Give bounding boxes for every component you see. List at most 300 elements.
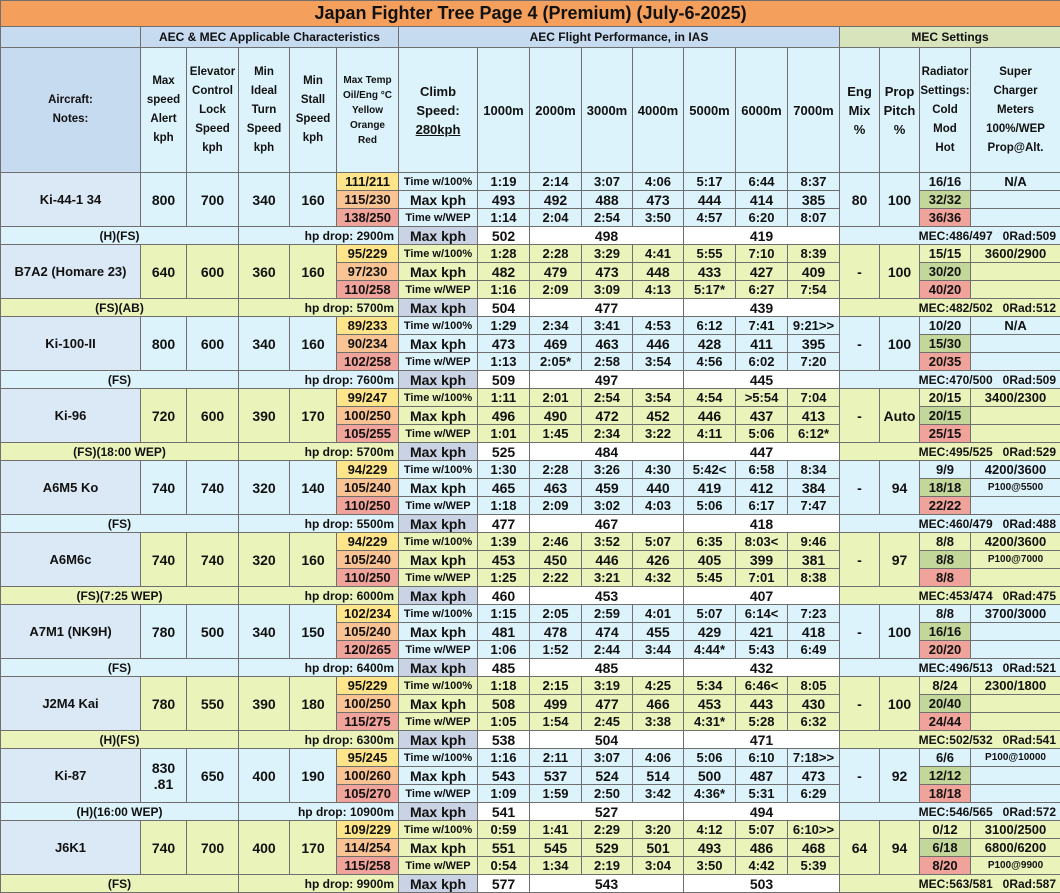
wep-kph: 460 — [478, 587, 530, 605]
aircraft-notes: (FS) — [1, 515, 239, 533]
perf-cell: 453 — [478, 551, 530, 569]
max-temp: 110/250 — [337, 497, 399, 515]
perf-cell: 413 — [788, 407, 840, 425]
perf-cell: 1:52 — [530, 641, 582, 659]
perf-cell: 4:57 — [684, 209, 736, 227]
max-speed: 740 — [141, 461, 187, 515]
row-label: Max kph — [399, 515, 478, 533]
stall-speed: 160 — [290, 173, 337, 227]
max-speed: 740 — [141, 821, 187, 875]
header-alt: 3000m — [582, 48, 633, 173]
eng-mix: - — [840, 245, 880, 299]
perf-cell: 2:05* — [530, 353, 582, 371]
perf-cell: 4:44* — [684, 641, 736, 659]
row-label: Time w/WEP — [399, 857, 478, 875]
wep-kph: 419 — [684, 227, 840, 245]
header-stall: Min Stall Speed kph — [290, 48, 337, 173]
row-label: Time w/100% — [399, 677, 478, 695]
max-temp: 100/250 — [337, 407, 399, 425]
perf-cell: 1:18 — [478, 677, 530, 695]
perf-cell: 1:29 — [478, 317, 530, 335]
max-temp: 102/258 — [337, 353, 399, 371]
eng-mix: - — [840, 317, 880, 371]
perf-cell: 3:29 — [582, 245, 633, 263]
row-label: Max kph — [399, 875, 478, 893]
radiator-setting: 36/36 — [920, 209, 971, 227]
group-mec: MEC Settings — [840, 27, 1060, 48]
elevator-speed: 600 — [187, 317, 239, 371]
turn-speed: 400 — [239, 821, 290, 875]
radiator-setting: 20/20 — [920, 641, 971, 659]
max-temp: 138/250 — [337, 209, 399, 227]
elevator-speed: 650 — [187, 749, 239, 803]
perf-cell: 2:09 — [530, 281, 582, 299]
row-label: Time w/WEP — [399, 497, 478, 515]
aircraft-name: A7M1 (NK9H) — [1, 605, 141, 659]
perf-cell: 6:02 — [736, 353, 788, 371]
perf-cell: 3:07 — [582, 749, 633, 767]
hp-drop: hp drop: 9900m — [239, 875, 399, 893]
perf-cell: 469 — [530, 335, 582, 353]
radiator-setting: 8/8 — [920, 605, 971, 623]
stall-speed: 160 — [290, 533, 337, 587]
perf-cell: 2:44 — [582, 641, 633, 659]
perf-cell: 437 — [736, 407, 788, 425]
perf-cell: 7:01 — [736, 569, 788, 587]
supercharger-setting — [971, 767, 1060, 785]
radiator-setting: 18/18 — [920, 785, 971, 803]
perf-cell: 5:17* — [684, 281, 736, 299]
wep-kph: 504 — [530, 731, 684, 749]
row-label: Time w/100% — [399, 533, 478, 551]
hp-drop: hp drop: 5700m — [239, 443, 399, 461]
row-label: Time w/100% — [399, 245, 478, 263]
header-supercharger: Super Charger Meters 100%/WEP Prop@Alt. — [971, 48, 1060, 173]
perf-cell: 7:20 — [788, 353, 840, 371]
perf-cell: 3:09 — [582, 281, 633, 299]
mec-summary — [840, 875, 1060, 893]
radiator-setting: 20/15 — [920, 389, 971, 407]
header-climb-label: Climb Speed: — [416, 84, 459, 118]
row-label: Max kph — [399, 839, 478, 857]
orad-value: 0Rad:521 — [1003, 661, 1056, 675]
row-label: Max kph — [399, 227, 478, 245]
aircraft-name: A6M5 Ko — [1, 461, 141, 515]
perf-cell: 6:10>> — [788, 821, 840, 839]
perf-cell: 481 — [478, 623, 530, 641]
perf-cell: 473 — [582, 263, 633, 281]
max-speed: 640 — [141, 245, 187, 299]
row-label: Time w/100% — [399, 605, 478, 623]
max-temp: 115/230 — [337, 191, 399, 209]
aircraft-name: Ki-100-II — [1, 317, 141, 371]
stall-speed: 180 — [290, 677, 337, 731]
supercharger-setting — [971, 407, 1060, 425]
perf-cell: 8:37 — [788, 173, 840, 191]
aircraft-name: B7A2 (Homare 23) — [1, 245, 141, 299]
perf-cell: 543 — [478, 767, 530, 785]
perf-cell: 493 — [684, 839, 736, 857]
supercharger-setting: P100@10000 — [971, 749, 1060, 767]
header-alt: 7000m — [788, 48, 840, 173]
mec-summary — [840, 515, 1060, 533]
supercharger-setting — [971, 641, 1060, 659]
eng-mix: 64 — [840, 821, 880, 875]
row-label: Max kph — [399, 695, 478, 713]
radiator-setting: 18/18 — [920, 479, 971, 497]
perf-cell: 6:12* — [788, 425, 840, 443]
perf-cell: 4:36* — [684, 785, 736, 803]
radiator-setting: 9/9 — [920, 461, 971, 479]
supercharger-setting: P100@7000 — [971, 551, 1060, 569]
perf-cell: 450 — [530, 551, 582, 569]
header-prop: Prop Pitch % — [880, 48, 920, 173]
perf-cell: 496 — [478, 407, 530, 425]
wep-kph: 432 — [684, 659, 840, 677]
perf-cell: 1:16 — [478, 281, 530, 299]
max-temp: 100/260 — [337, 767, 399, 785]
wep-kph: 497 — [530, 371, 684, 389]
wep-kph: 418 — [684, 515, 840, 533]
perf-cell: 6:32 — [788, 713, 840, 731]
supercharger-setting: 3700/3000 — [971, 605, 1060, 623]
prop-pitch: 100 — [880, 677, 920, 731]
perf-cell: 4:32 — [633, 569, 684, 587]
perf-cell: 537 — [530, 767, 582, 785]
supercharger-setting: N/A — [971, 317, 1060, 335]
perf-cell: 5:06 — [684, 497, 736, 515]
row-label: Time w/WEP — [399, 209, 478, 227]
perf-cell: 479 — [530, 263, 582, 281]
max-temp: 102/234 — [337, 605, 399, 623]
perf-cell: 3:04 — [633, 857, 684, 875]
elevator-speed: 600 — [187, 389, 239, 443]
supercharger-setting — [971, 569, 1060, 587]
perf-cell: 412 — [736, 479, 788, 497]
row-label: Time w/WEP — [399, 569, 478, 587]
table-row — [1, 371, 1060, 389]
max-speed: 780 — [141, 677, 187, 731]
aircraft-notes: (H)(FS) — [1, 227, 239, 245]
perf-cell: 1:18 — [478, 497, 530, 515]
mec-summary — [840, 587, 1060, 605]
max-speed: 800 — [141, 317, 187, 371]
perf-cell: 1:28 — [478, 245, 530, 263]
aircraft-name: Ki-96 — [1, 389, 141, 443]
hp-drop: hp drop: 10900m — [239, 803, 399, 821]
perf-cell: 7:04 — [788, 389, 840, 407]
perf-cell: 1:14 — [478, 209, 530, 227]
aircraft-name: J6K1 — [1, 821, 141, 875]
radiator-setting: 25/15 — [920, 425, 971, 443]
wep-kph: 467 — [530, 515, 684, 533]
perf-cell: 7:18>> — [788, 749, 840, 767]
perf-cell: 3:07 — [582, 173, 633, 191]
orad-value: 0Rad:475 — [1003, 589, 1056, 603]
header-aircraft: Aircraft: Notes: — [1, 48, 141, 173]
perf-cell: 1:05 — [478, 713, 530, 731]
aircraft-name: J2M4 Kai — [1, 677, 141, 731]
perf-cell: 4:31* — [684, 713, 736, 731]
perf-cell: 1:16 — [478, 749, 530, 767]
max-temp: 105/270 — [337, 785, 399, 803]
perf-cell: 473 — [478, 335, 530, 353]
supercharger-setting — [971, 353, 1060, 371]
aircraft-name: Ki-87 — [1, 749, 141, 803]
perf-cell: 411 — [736, 335, 788, 353]
perf-cell: 8:38 — [788, 569, 840, 587]
row-label: Max kph — [399, 479, 478, 497]
perf-cell: 8:03< — [736, 533, 788, 551]
perf-cell: 2:19 — [582, 857, 633, 875]
perf-cell: 5:06 — [684, 749, 736, 767]
hp-drop: hp drop: 7600m — [239, 371, 399, 389]
perf-cell: 4:03 — [633, 497, 684, 515]
mec-value: MEC:482/502 — [919, 301, 993, 315]
perf-cell: 6:17 — [736, 497, 788, 515]
mec-summary — [840, 803, 1060, 821]
elevator-speed: 700 — [187, 173, 239, 227]
wep-kph: 439 — [684, 299, 840, 317]
supercharger-setting — [971, 713, 1060, 731]
perf-cell: 1:11 — [478, 389, 530, 407]
perf-cell: 465 — [478, 479, 530, 497]
wep-kph: 453 — [530, 587, 684, 605]
max-temp: 120/265 — [337, 641, 399, 659]
radiator-setting: 16/16 — [920, 623, 971, 641]
hp-drop: hp drop: 2900m — [239, 227, 399, 245]
row-label: Max kph — [399, 407, 478, 425]
perf-cell: 399 — [736, 551, 788, 569]
elevator-speed: 550 — [187, 677, 239, 731]
perf-cell: 5:31 — [736, 785, 788, 803]
perf-cell: 5:34 — [684, 677, 736, 695]
row-label: Max kph — [399, 443, 478, 461]
perf-cell: 0:54 — [478, 857, 530, 875]
perf-cell: 9:21>> — [788, 317, 840, 335]
max-temp: 97/230 — [337, 263, 399, 281]
perf-cell: 5:07 — [684, 605, 736, 623]
row-label: Max kph — [399, 803, 478, 821]
supercharger-setting — [971, 497, 1060, 515]
perf-cell: 409 — [788, 263, 840, 281]
eng-mix: - — [840, 605, 880, 659]
perf-cell: 492 — [530, 191, 582, 209]
wep-kph: 485 — [478, 659, 530, 677]
row-label: Time w/100% — [399, 389, 478, 407]
perf-cell: 3:52 — [582, 533, 633, 551]
supercharger-setting: 3400/2300 — [971, 389, 1060, 407]
row-label: Max kph — [399, 767, 478, 785]
perf-cell: 478 — [530, 623, 582, 641]
prop-pitch: Auto — [880, 389, 920, 443]
wep-kph: 503 — [684, 875, 840, 893]
perf-cell: 4:56 — [684, 353, 736, 371]
max-temp: 94/229 — [337, 533, 399, 551]
perf-cell: 2:01 — [530, 389, 582, 407]
max-temp: 95/245 — [337, 749, 399, 767]
perf-cell: 524 — [582, 767, 633, 785]
orad-value: 0Rad:509 — [1003, 373, 1056, 387]
elevator-speed: 600 — [187, 245, 239, 299]
perf-cell: 3:02 — [582, 497, 633, 515]
mec-value: MEC:546/565 — [919, 805, 993, 819]
perf-cell: 529 — [582, 839, 633, 857]
perf-cell: 1:59 — [530, 785, 582, 803]
perf-cell: 1:06 — [478, 641, 530, 659]
table-row — [1, 227, 1060, 245]
perf-cell: 4:12 — [684, 821, 736, 839]
table-row — [1, 317, 1060, 335]
turn-speed: 360 — [239, 245, 290, 299]
max-speed: 740 — [141, 533, 187, 587]
orad-value: 0Rad:587 — [1003, 877, 1056, 891]
aircraft-notes: (FS)(7:25 WEP) — [1, 587, 239, 605]
hp-drop: hp drop: 5500m — [239, 515, 399, 533]
wep-kph: 494 — [684, 803, 840, 821]
perf-cell: 551 — [478, 839, 530, 857]
max-temp: 100/250 — [337, 695, 399, 713]
turn-speed: 400 — [239, 749, 290, 803]
header-alt: 5000m — [684, 48, 736, 173]
table-row — [1, 461, 1060, 479]
wep-kph: 509 — [478, 371, 530, 389]
row-label: Time w/WEP — [399, 353, 478, 371]
max-temp: 105/240 — [337, 623, 399, 641]
eng-mix: 80 — [840, 173, 880, 227]
max-speed: 830 .81 — [141, 749, 187, 803]
table-row — [1, 443, 1060, 461]
row-label: Time w/WEP — [399, 785, 478, 803]
wep-kph: 407 — [684, 587, 840, 605]
supercharger-setting — [971, 209, 1060, 227]
radiator-setting: 16/16 — [920, 173, 971, 191]
table-row — [1, 875, 1060, 893]
perf-cell: 455 — [633, 623, 684, 641]
wep-kph: 543 — [530, 875, 684, 893]
perf-cell: 2:54 — [582, 209, 633, 227]
mec-summary — [840, 443, 1060, 461]
max-temp: 94/229 — [337, 461, 399, 479]
row-label: Max kph — [399, 551, 478, 569]
perf-cell: 5:07 — [736, 821, 788, 839]
mec-value: MEC:486/497 — [919, 229, 993, 243]
radiator-setting: 8/8 — [920, 533, 971, 551]
prop-pitch: 97 — [880, 533, 920, 587]
perf-cell: 7:23 — [788, 605, 840, 623]
supercharger-setting — [971, 191, 1060, 209]
perf-cell: 446 — [582, 551, 633, 569]
perf-cell: 4:42 — [736, 857, 788, 875]
perf-cell: 430 — [788, 695, 840, 713]
perf-cell: 4:41 — [633, 245, 684, 263]
row-label: Time w/WEP — [399, 641, 478, 659]
mec-summary — [840, 371, 1060, 389]
radiator-setting: 24/44 — [920, 713, 971, 731]
stall-speed: 150 — [290, 605, 337, 659]
supercharger-setting: N/A — [971, 173, 1060, 191]
aircraft-notes: (H)(FS) — [1, 731, 239, 749]
table-row — [1, 677, 1060, 695]
mec-summary — [840, 659, 1060, 677]
perf-cell: 6:29 — [788, 785, 840, 803]
perf-cell: 5:17 — [684, 173, 736, 191]
eng-mix: - — [840, 389, 880, 443]
row-label: Time w/WEP — [399, 713, 478, 731]
elevator-speed: 700 — [187, 821, 239, 875]
turn-speed: 390 — [239, 389, 290, 443]
group-aec-mec: AEC & MEC Applicable Characteristics — [141, 27, 399, 48]
perf-cell: 5:55 — [684, 245, 736, 263]
wep-kph: 484 — [530, 443, 684, 461]
mec-value: MEC:502/532 — [919, 733, 993, 747]
table-row — [1, 605, 1060, 623]
eng-mix: - — [840, 533, 880, 587]
max-temp: 99/247 — [337, 389, 399, 407]
max-temp: 89/233 — [337, 317, 399, 335]
perf-cell: 4:06 — [633, 173, 684, 191]
max-speed: 720 — [141, 389, 187, 443]
perf-cell: 2:34 — [582, 425, 633, 443]
perf-cell: 473 — [633, 191, 684, 209]
perf-cell: 5:43 — [736, 641, 788, 659]
header-elevator: Elevator Control Lock Speed kph — [187, 48, 239, 173]
supercharger-setting — [971, 785, 1060, 803]
max-temp: 115/275 — [337, 713, 399, 731]
table-row — [1, 749, 1060, 767]
max-speed: 780 — [141, 605, 187, 659]
perf-cell: 6:46< — [736, 677, 788, 695]
row-label: Max kph — [399, 587, 478, 605]
wep-kph: 498 — [530, 227, 684, 245]
perf-cell: 0:59 — [478, 821, 530, 839]
perf-cell: 493 — [478, 191, 530, 209]
perf-cell: 3:42 — [633, 785, 684, 803]
perf-cell: 490 — [530, 407, 582, 425]
aircraft-notes: (FS)(AB) — [1, 299, 239, 317]
perf-cell: 6:20 — [736, 209, 788, 227]
perf-cell: 421 — [736, 623, 788, 641]
perf-cell: 459 — [582, 479, 633, 497]
perf-cell: 4:25 — [633, 677, 684, 695]
supercharger-setting: 4200/3600 — [971, 461, 1060, 479]
table-row — [1, 731, 1060, 749]
perf-cell: 2:09 — [530, 497, 582, 515]
wep-kph: 538 — [478, 731, 530, 749]
radiator-setting: 15/30 — [920, 335, 971, 353]
row-label: Time w/100% — [399, 173, 478, 191]
perf-cell: 482 — [478, 263, 530, 281]
orad-value: 0Rad:509 — [1003, 229, 1056, 243]
perf-cell: 6:14< — [736, 605, 788, 623]
perf-cell: 1:54 — [530, 713, 582, 731]
perf-cell: 6:35 — [684, 533, 736, 551]
perf-cell: 463 — [582, 335, 633, 353]
perf-cell: 1:39 — [478, 533, 530, 551]
mec-value: MEC:460/479 — [919, 517, 993, 531]
table-row — [1, 659, 1060, 677]
orad-value: 0Rad:541 — [1003, 733, 1056, 747]
header-max-speed: Max speed Alert kph — [141, 48, 187, 173]
perf-cell: 3:44 — [633, 641, 684, 659]
wep-kph: 471 — [684, 731, 840, 749]
perf-cell: 3:50 — [684, 857, 736, 875]
radiator-setting: 30/20 — [920, 263, 971, 281]
prop-pitch: 100 — [880, 605, 920, 659]
max-temp: 95/229 — [337, 677, 399, 695]
perf-cell: 429 — [684, 623, 736, 641]
aircraft-notes: (FS) — [1, 371, 239, 389]
